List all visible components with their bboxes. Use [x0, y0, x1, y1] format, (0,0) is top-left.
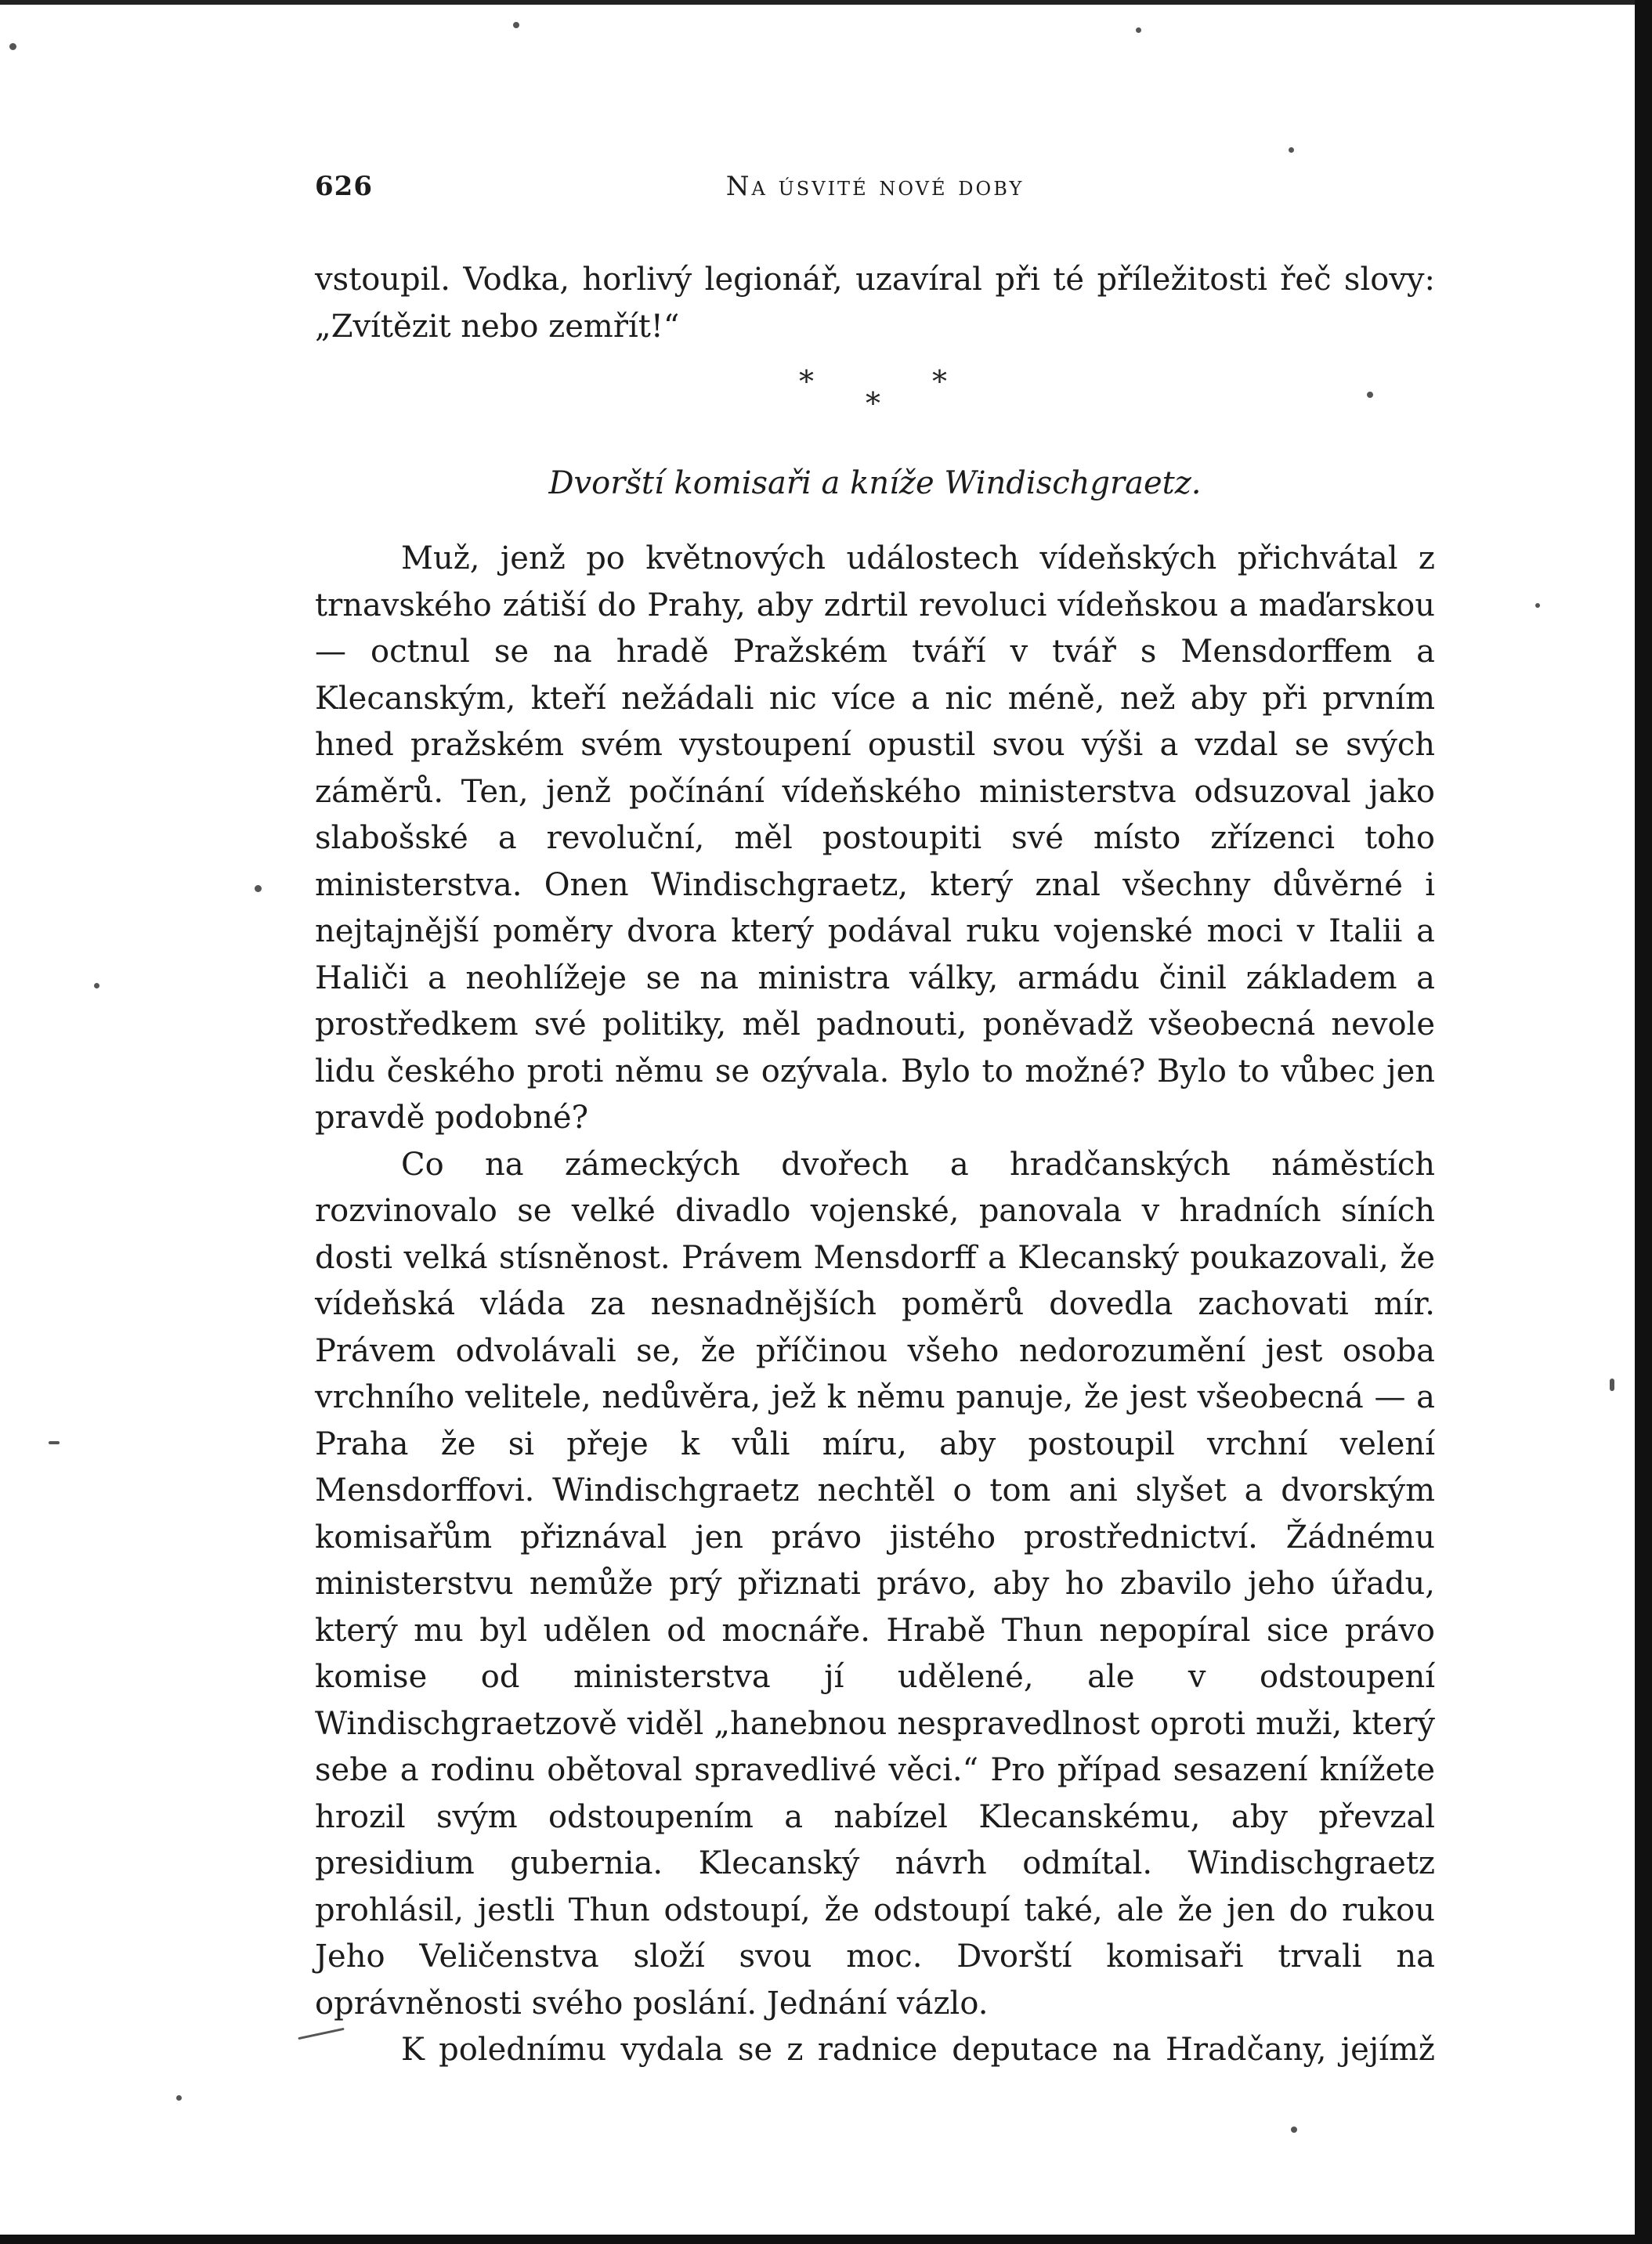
scan-speck [1367, 392, 1373, 398]
running-title: Na úsvité nové doby [725, 171, 1025, 202]
intro-paragraph: vstoupil. Vodka, horlivý legionář, uzavíral při té příležitosti řeč slovy: „Zvítězit nebo zemřít!“ [315, 262, 1435, 345]
section-heading: Dvorští komisaři a kníže Windischgraetz. [548, 465, 1202, 501]
paragraph: Muž, jenž po květnových událostech vídeňských přichvátal z trnavského zátiší do Prahy, aby zdrtil revoluci vídeňskou a maďarskou — octnul se na hradě Pražském tváří v tvář s Mensdorffem a Klecanským, kteří nežádali nic více a nic méně, než aby při prvním hned pražském svém vystoupení opustil svou výši a vzdal se svých záměrů. Ten, jenž počínání vídeňského ministerstva odsuzoval jako slabošské a revoluční, měl postoupiti své místo zřízenci toho ministerstva. Onen Windischgraetz, který znal všechny důvěrné i nejtajnější poměry dvora který podával ruku vojenské moci v Italii a Haliči a neohlížeje se na ministra války, armádu činil základem a prostředkem své politiky, měl padnouti, poněvadž všeobecná nevole lidu českého proti němu se ozývala. Bylo to možné? Bylo to vůbec jen pravdě podobné? [315, 540, 1435, 1136]
scan-speck [49, 1441, 60, 1444]
page-header [315, 171, 1435, 210]
scan-speck [255, 885, 262, 892]
paragraph: Co na zámeckých dvořech a hradčanských náměstích rozvinovalo se velké divadlo vojenské, panovala v hradních síních dosti velká stísněnost. Právem Mensdorff a Klecanský poukazovali, že vídeňská vláda za nesnadnějších poměrů dovedla zachovati mír. Právem odvolávali se, že příčinou všeho nedorozumění jest osoba vrchního velitele, nedůvěra, jež k němu panuje, že jest všeobecná — a Praha že si přeje k vůli míru, aby postoupil vrchní velení Mensdorffovi. Windischgraetz nechtěl o tom ani slyšet a dvorským komisařům přiznával jen právo jistého prostřednictví. Žádnému ministerstvu nemůže prý přiznati právo, aby ho zbavilo jeho úřadu, který mu byl udělen od mocnáře. Hrabě Thun nepopíral sice právo komise od ministerstva jí udělené, ale v odstoupení Windischgraetzově viděl „hanebnou nespravedlnost oproti muži, který sebe a rodinu obětoval spravedlivé věci.“ Pro případ sesazení knížete hrozil svým odstoupením a nabízel Klecanskému, aby převzal presidium gubernia. Klecanský návrh odmítal. Windischgraetz prohlásil, jestli Thun odstoupí, že odstoupí také, ale že jen do rukou Jeho Veličenstva složí svou moc. Dvorští komisaři trvali na oprávněnosti svého poslání. Jednání vázlo. [315, 1146, 1435, 2022]
asterism-star: * [932, 364, 947, 399]
scan-edge-bottom [0, 2235, 1652, 2244]
scan-edge-top [0, 0, 1652, 5]
paragraph: K polednímu vydala se z radnice deputace na Hradčany, jejímž [401, 2032, 1435, 2068]
scan-speck [1136, 27, 1141, 33]
scan-speck [176, 2095, 182, 2101]
page-number: 626 [315, 171, 373, 202]
scan-speck [1291, 2127, 1297, 2133]
asterism-star: * [866, 386, 880, 421]
scan-speck [1289, 147, 1294, 153]
scan-speck [9, 43, 16, 50]
intro-text [315, 257, 1435, 350]
scan-speck [1610, 1379, 1614, 1391]
scan-speck [94, 983, 99, 988]
scan-edge-right [1635, 0, 1652, 2244]
scan-speck [1535, 603, 1540, 608]
main-text [315, 536, 1435, 2074]
asterism-star: * [799, 364, 814, 399]
asterism-divider [783, 364, 971, 419]
scan-speck [513, 22, 519, 28]
